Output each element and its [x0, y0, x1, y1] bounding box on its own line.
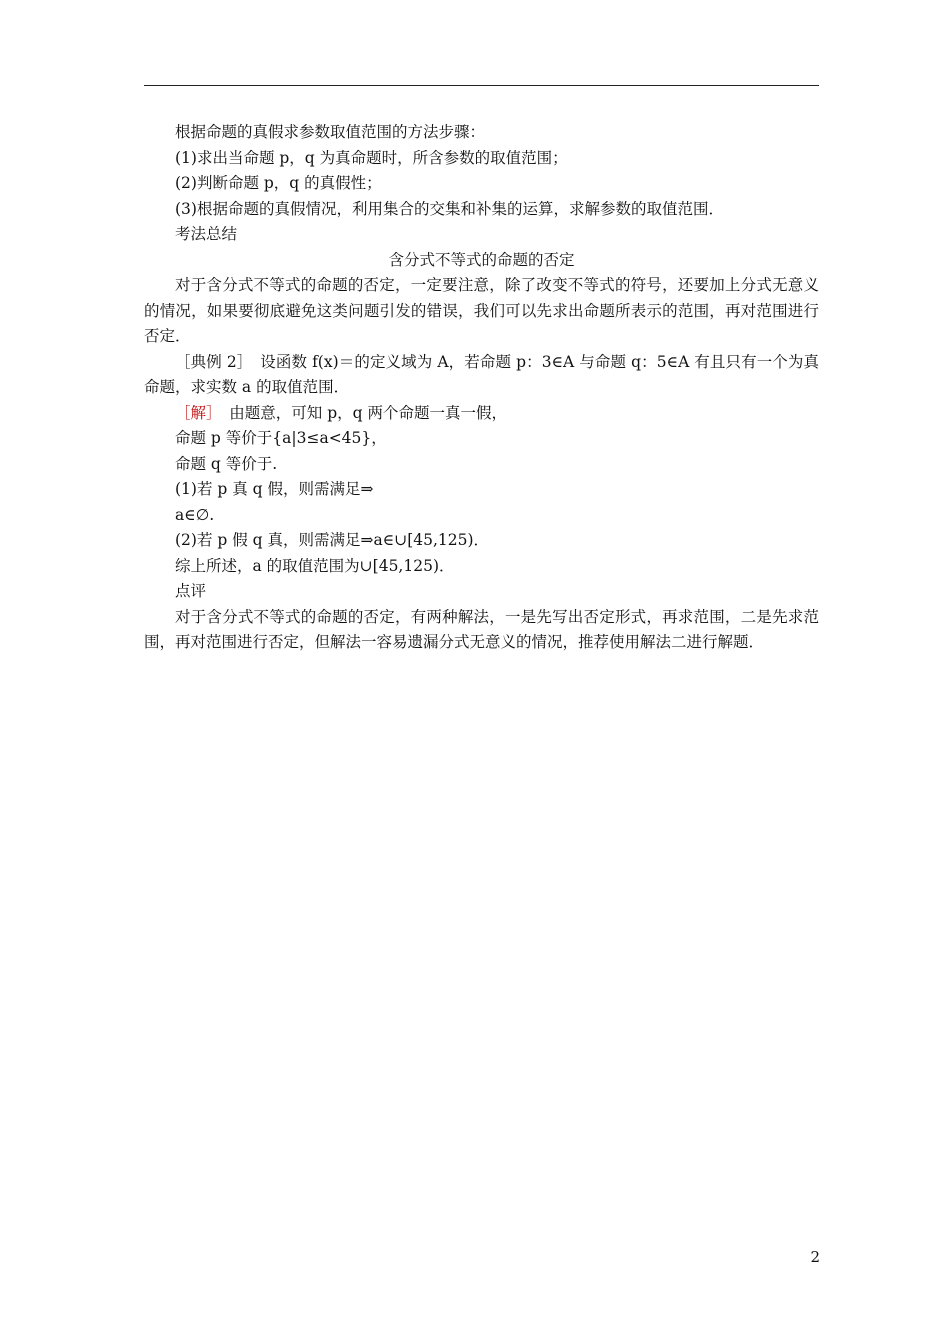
solution-line-4: (1)若 p 真 q 假，则需满足⇒ [175, 480, 374, 498]
solution-text: 由题意，可知 p，q 两个命题一真一假， [213, 403, 507, 422]
comment-label: 点评 [175, 582, 207, 600]
steps-title: 根据命题的真假求参数取值范围的方法步骤： [175, 123, 486, 141]
summary-label: 考法总结 [175, 225, 238, 243]
solution-line-2: 命题 p 等价于{a|3≤a<45}， [175, 429, 387, 447]
solution-first-line [144, 401, 819, 427]
paragraph-intro: 对于含分式不等式的命题的否定，一定要注意，除了改变不等式的符号，还要加上分式无意义的情况，如果要彻底避免这类问题引发的错误，我们可以先求出命题所表示的范围，再对范围进行否定． [144, 276, 819, 345]
page-number: 2 [810, 1248, 820, 1266]
step-2: (2)判断命题 p，q 的真假性； [175, 174, 382, 192]
solution-line-7: 综上所述，a 的取值范围为∪[45,125)． [175, 556, 455, 575]
solution-line-6: (2)若 p 假 q 真，则需满足⇒a∈∪[45,125)． [175, 531, 490, 549]
document-body [144, 120, 819, 656]
example-problem: ［典例 2］ 设函数 f(x)＝的定义域为 A，若命题 p：3∈A 与命题 q：5∈A 有且只有一个为真命题，求实数 a 的取值范围． [144, 352, 819, 396]
step-1: (1)求出当命题 p，q 为真命题时，所含参数的取值范围； [175, 148, 568, 167]
section-subtitle: 含分式不等式的命题的否定 [388, 250, 575, 269]
header-rule [144, 85, 819, 86]
paragraph-comment: 对于含分式不等式的命题的否定，有两种解法，一是先写出否定形式，再求范围，二是先求范围，再对范围进行否定，但解法一容易遗漏分式无意义的情况，推荐使用解法二进行解题． [144, 607, 819, 651]
solution-label: ［解］ [175, 403, 214, 422]
solution-line-5: a∈∅. [175, 505, 215, 524]
solution-line-3: 命题 q 等价于. [175, 454, 278, 473]
step-3: (3)根据命题的真假情况，利用集合的交集和补集的运算，求解参数的取值范围． [175, 199, 724, 218]
